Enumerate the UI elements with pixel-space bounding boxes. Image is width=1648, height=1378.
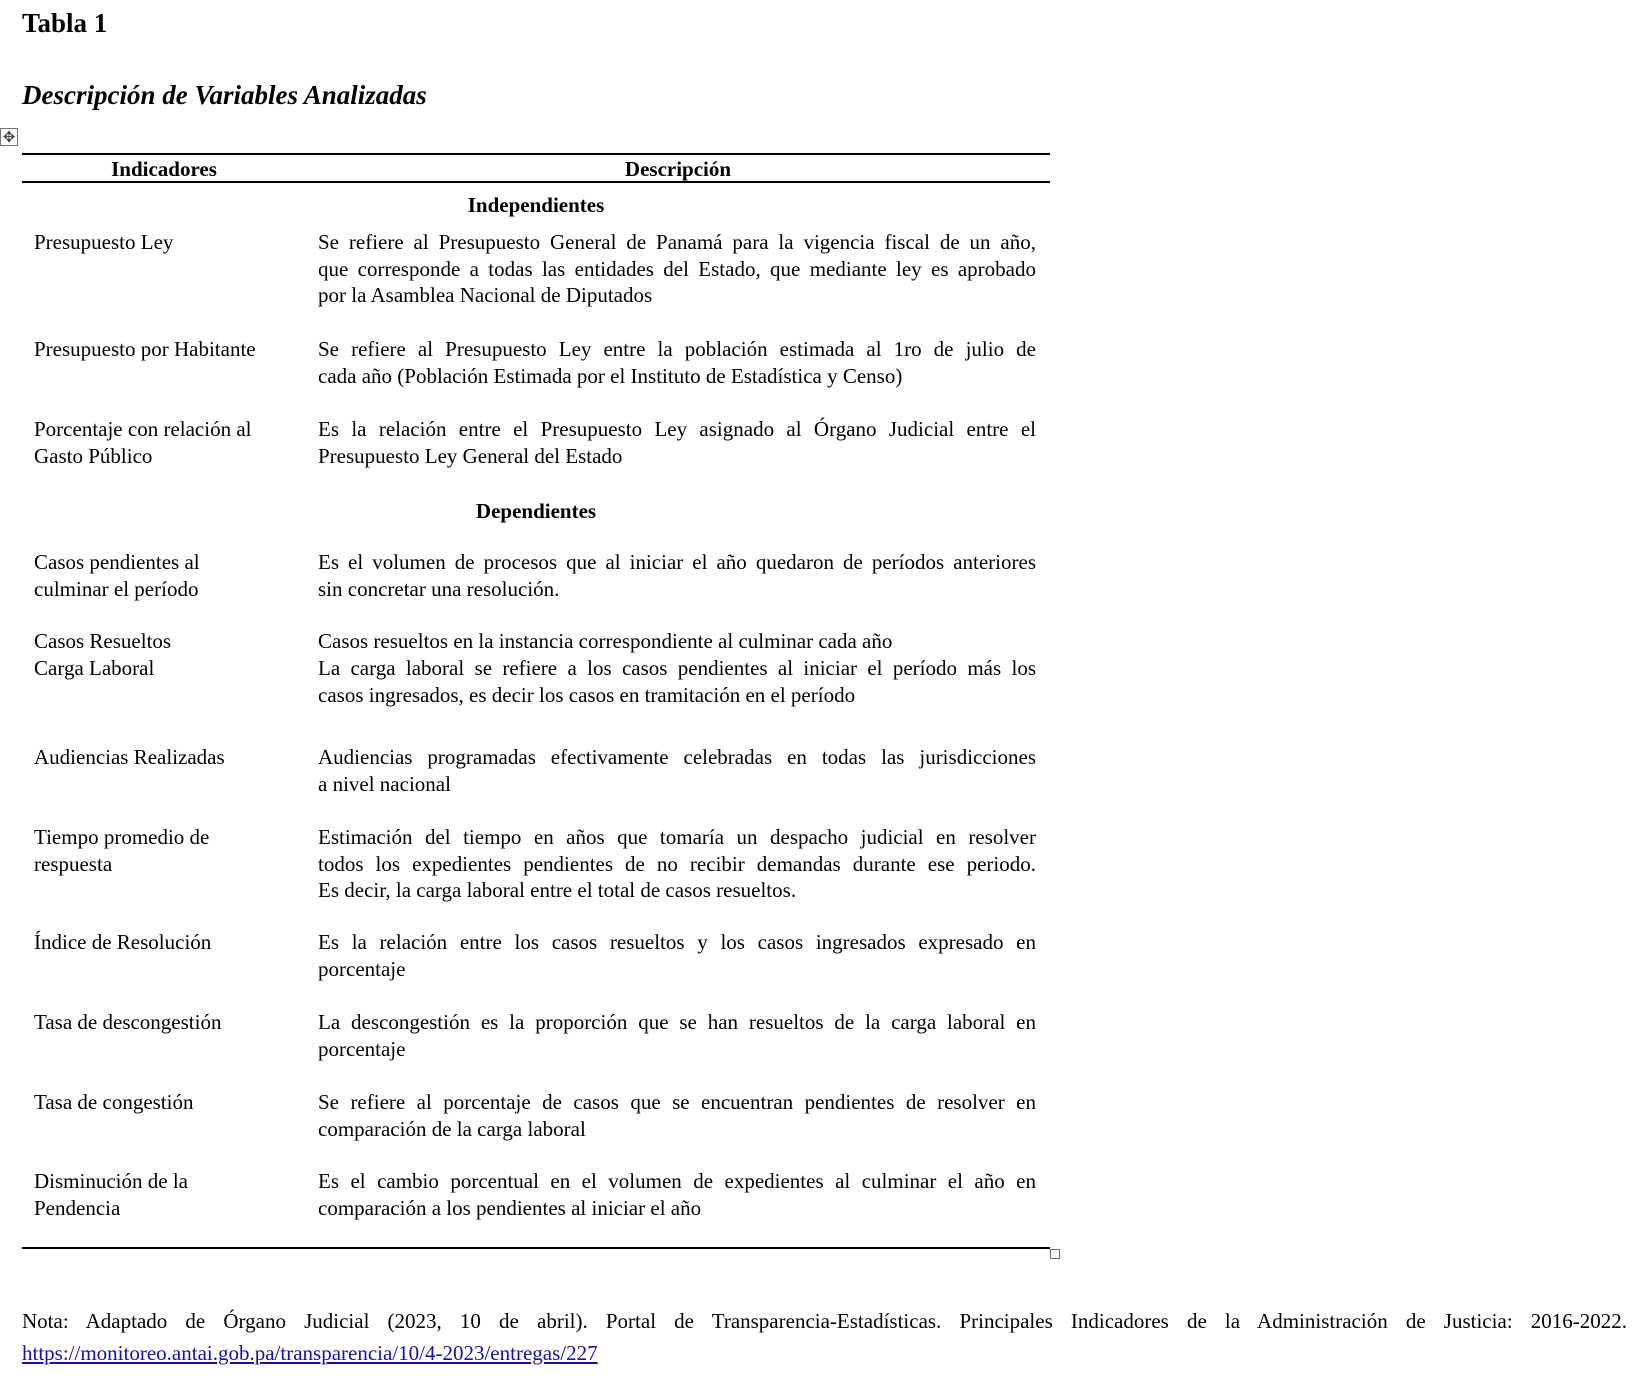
section-dependientes: Dependientes — [475, 499, 597, 523]
description-cell — [318, 336, 1036, 389]
header-descripcion: Descripción — [624, 157, 732, 181]
description-cell — [318, 929, 1036, 982]
indicator-line: Índice de Resolución — [34, 930, 212, 954]
description-line: La carga laboral se refiere a los casos pendientes al iniciar el período más los — [318, 656, 1036, 680]
description-line: Es decir, la carga laboral entre el total de casos resueltos. — [318, 878, 797, 903]
indicator-line: Gasto Público — [34, 443, 153, 468]
resize-handle-icon[interactable] — [1050, 1249, 1060, 1259]
description-line: que corresponde a todas las entidades del Estado, que mediante ley es aprobado — [318, 256, 1036, 281]
description-line: Es la relación entre los casos resueltos y los casos ingresados expresado en — [318, 930, 1036, 954]
description-line: comparación de la carga laboral — [318, 1116, 586, 1141]
indicator-line: Tiempo promedio de — [34, 825, 210, 849]
table-top-rule — [22, 153, 1050, 155]
description-cell — [318, 628, 1036, 655]
indicator-cell — [34, 416, 292, 469]
table-header-rule — [22, 181, 1050, 183]
indicator-line: Tasa de congestión — [34, 1090, 194, 1114]
description-cell — [318, 229, 1036, 309]
indicator-line: Casos Resueltos — [34, 629, 172, 653]
indicator-line: Carga Laboral — [34, 656, 155, 680]
indicator-cell — [34, 549, 292, 602]
indicator-cell — [34, 336, 292, 363]
description-line: comparación a los pendientes al iniciar el año — [318, 1195, 702, 1220]
description-line: sin concretar una resolución. — [318, 576, 560, 601]
source-link[interactable]: https://monitoreo.antai.gob.pa/transparencia/10/4-2023/entregas/227 — [22, 1341, 598, 1365]
description-cell — [318, 416, 1036, 469]
description-line: todos los expedientes pendientes de no recibir demandas durante ese periodo. — [318, 851, 1036, 876]
indicator-cell — [34, 628, 292, 655]
description-cell — [318, 1089, 1036, 1142]
indicator-cell — [34, 744, 292, 771]
description-line: Se refiere al porcentaje de casos que se encuentran pendientes de resolver en — [318, 1090, 1036, 1114]
description-line: Se refiere al Presupuesto General de Panamá para la vigencia fiscal de un año, — [318, 230, 1036, 254]
indicator-cell — [34, 655, 292, 682]
description-line: Casos resueltos en la instancia correspondiente al culminar cada año — [318, 629, 893, 653]
indicator-line: Porcentaje con relación al — [34, 417, 252, 441]
indicator-cell — [34, 1009, 292, 1036]
description-line: Estimación del tiempo en años que tomaría un despacho judicial en resolver — [318, 825, 1036, 849]
indicator-cell — [34, 1089, 292, 1116]
indicator-cell — [34, 824, 292, 877]
description-line: a nivel nacional — [318, 771, 451, 796]
indicator-line: Pendencia — [34, 1195, 121, 1220]
description-line: casos ingresados, es decir los casos en tramitación en el período — [318, 682, 856, 707]
description-line: Se refiere al Presupuesto Ley entre la población estimada al 1ro de julio de — [318, 337, 1036, 361]
description-cell — [318, 655, 1036, 708]
description-line: Es la relación entre el Presupuesto Ley asignado al Órgano Judicial entre el — [318, 417, 1036, 441]
description-cell — [318, 1168, 1036, 1221]
indicator-line: Audiencias Realizadas — [34, 745, 225, 769]
indicator-line: Presupuesto Ley — [34, 230, 174, 254]
indicator-line: Disminución de la — [34, 1169, 188, 1193]
description-line: La descongestión es la proporción que se han resueltos de la carga laboral en — [318, 1010, 1036, 1034]
table-subtitle: Descripción de Variables Analizadas — [22, 80, 427, 110]
description-line: Audiencias programadas efectivamente celebradas en todas las jurisdicciones — [318, 745, 1036, 769]
indicator-line: Tasa de descongestión — [34, 1010, 222, 1034]
table-bottom-rule — [22, 1247, 1050, 1249]
indicator-line: Casos pendientes al — [34, 550, 200, 574]
indicator-line: respuesta — [34, 851, 113, 876]
indicator-cell — [34, 229, 292, 256]
description-cell — [318, 549, 1036, 602]
description-cell — [318, 824, 1036, 904]
indicator-cell — [34, 1168, 292, 1221]
description-line: por la Asamblea Nacional de Diputados — [318, 283, 653, 308]
description-line: porcentaje — [318, 1036, 406, 1061]
description-line: Presupuesto Ley General del Estado — [318, 443, 623, 468]
table-title: Tabla 1 — [22, 8, 108, 38]
description-line: cada año (Población Estimada por el Instituto de Estadística y Censo) — [318, 363, 903, 388]
description-line: Es el volumen de procesos que al iniciar el año quedaron de períodos anteriores — [318, 550, 1036, 574]
move-icon[interactable]: ✥ — [0, 128, 18, 146]
description-cell — [318, 1009, 1036, 1062]
description-line: porcentaje — [318, 956, 406, 981]
indicator-line: culminar el período — [34, 576, 199, 601]
indicator-line: Presupuesto por Habitante — [34, 337, 256, 361]
description-line: Es el cambio porcentual en el volumen de expedientes al culminar el año en — [318, 1169, 1036, 1193]
table-note: Nota: Adaptado de Órgano Judicial (2023, 10 de abril). Portal de Transparencia-Estadísticas. Principales Indicadores de la Administración de Justicia: 2016-2022. — [22, 1309, 1627, 1333]
header-indicadores: Indicadores — [111, 157, 217, 181]
section-independientes: Independientes — [467, 193, 605, 217]
description-cell — [318, 744, 1036, 797]
indicator-cell — [34, 929, 292, 956]
